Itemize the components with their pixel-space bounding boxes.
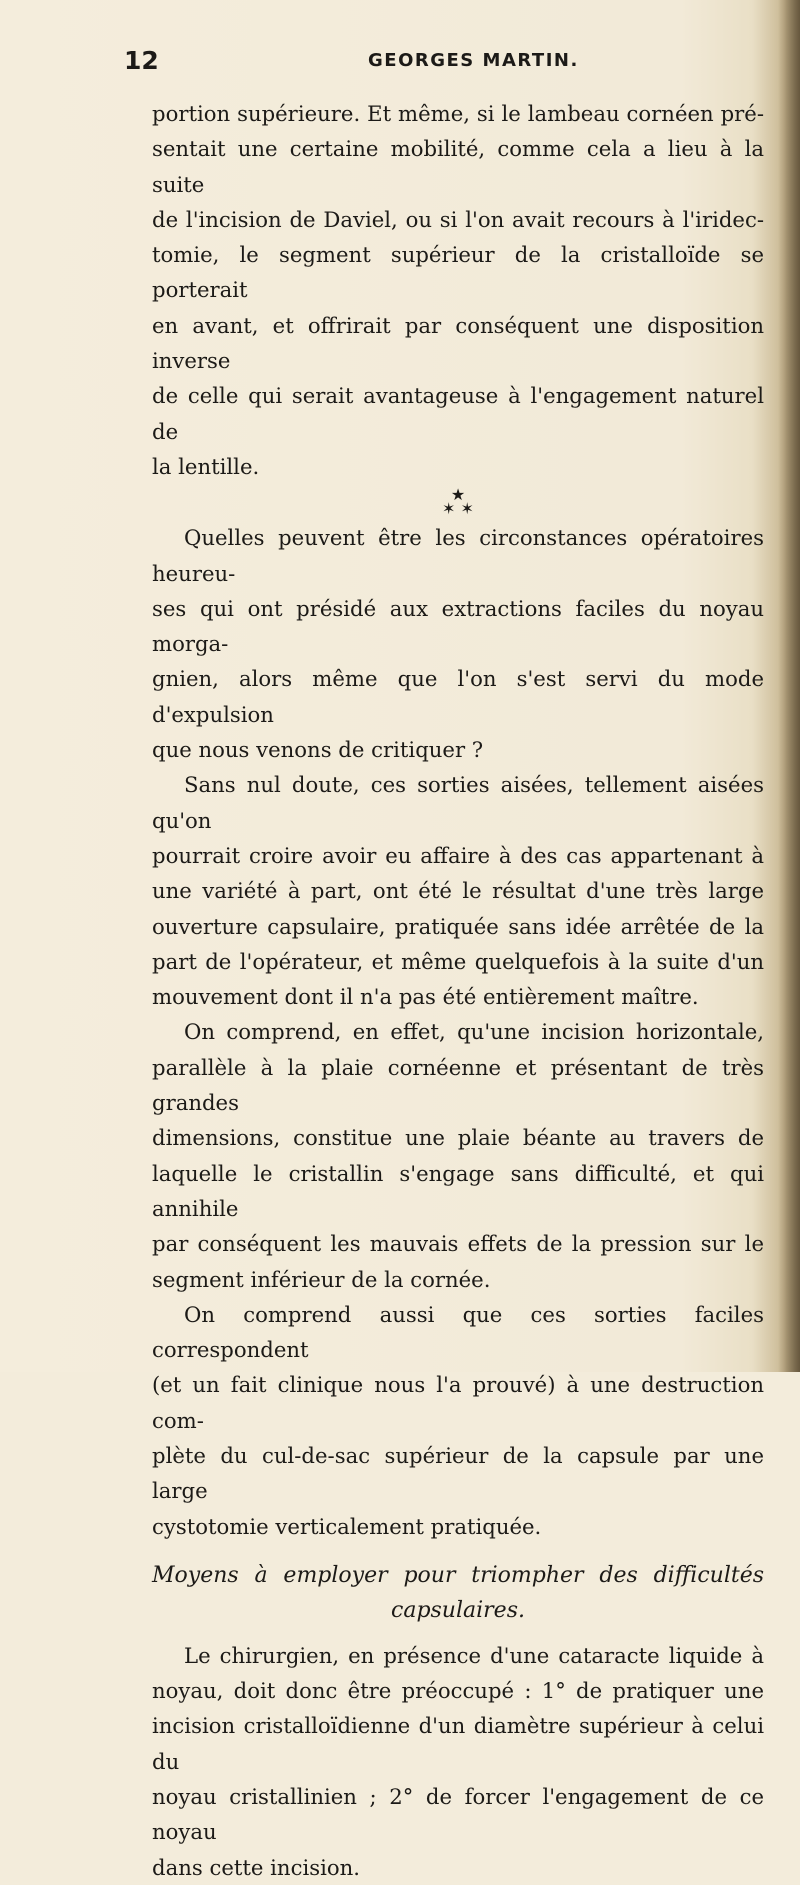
text-line: sentait une certaine mobilité, comme cela a lieu à la suite [152, 136, 764, 197]
paragraph-3 [152, 767, 764, 1014]
text-line: de l'incision de Daviel, ou si l'on avait recours à l'iridec- [152, 206, 764, 232]
text-line: dimensions, constitue une plaie béante au travers de [152, 1125, 764, 1151]
text-line: On comprend aussi que ces sorties faciles correspondent [152, 1301, 764, 1363]
paragraph-2 [152, 520, 764, 767]
text-line: noyau cristallinien ; 2° de forcer l'engagement de ce noyau [152, 1784, 764, 1845]
text-line: de celle qui serait avantageuse à l'engagement naturel de [152, 383, 764, 444]
text-line: gnien, alors même que l'on s'est servi du mode d'expulsion [152, 666, 764, 727]
paragraph-1 [152, 96, 764, 484]
text-line: cystotomie verticalement pratiquée. [152, 1513, 542, 1539]
text-line: tomie, le segment supérieur de la cristalloïde se porterait [152, 242, 764, 303]
text-line: ouverture capsulaire, pratiquée sans idée arrêtée de la [152, 913, 764, 939]
text-line: en avant, et offrirait par conséquent une disposition inverse [152, 312, 764, 374]
text-line: la lentille. [152, 453, 260, 479]
asterism-stars-bottom: ✶ ✶ [442, 499, 474, 519]
text-line: incision cristalloïdienne d'un diamètre supérieur à celui du [152, 1713, 764, 1774]
text-line: dans cette incision. [152, 1854, 361, 1880]
text-line: plète du cul-de-sac supérieur de la capsule par une large [152, 1442, 764, 1504]
page-header [124, 46, 754, 86]
section-heading [152, 1558, 764, 1628]
text-line: On comprend, en effet, qu'une incision horizontale, [184, 1019, 764, 1045]
text-line: portion supérieure. Et même, si le lambeau cornéen pré- [152, 101, 764, 126]
running-head: GEORGES MARTIN. [368, 50, 579, 71]
text-line: que nous venons de critiquer ? [152, 737, 484, 763]
text-line: une variété à part, ont été le résultat d'une très large [152, 878, 764, 904]
section-heading-line-1: Moyens à employer pour triompher des difficultés [152, 1562, 764, 1588]
text-line: laquelle le cristallin s'engage sans difficulté, et qui annihile [152, 1160, 764, 1221]
text-line: par conséquent les mauvais effets de la pression sur le [152, 1231, 764, 1257]
text-line: segment inférieur de la cornée. [152, 1266, 491, 1292]
asterism-star-top: ★ [450, 485, 466, 505]
body-text [152, 96, 764, 1885]
paragraph-5 [152, 1297, 764, 1544]
asterism-divider [152, 484, 764, 520]
text-line: Sans nul doute, ces sorties aisées, tellement aisées qu'on [152, 772, 764, 833]
text-line: noyau, doit donc être préoccupé : 1° de pratiquer une [152, 1678, 764, 1704]
page-edge-shadow [778, 0, 800, 1372]
text-line: mouvement dont il n'a pas été entièrement maître. [152, 984, 699, 1010]
text-line: parallèle à la plaie cornéenne et présentant de très grandes [152, 1054, 764, 1116]
text-line: (et un fait clinique nous l'a prouvé) à une destruction com- [152, 1372, 764, 1433]
text-line: Quelles peuvent être les circonstances opératoires heureu- [152, 525, 764, 586]
section-heading-line-2: capsulaires. [391, 1597, 525, 1623]
page-number: 12 [124, 46, 159, 75]
text-line: part de l'opérateur, et même quelquefois à la suite d'un [152, 948, 764, 974]
text-line: ses qui ont présidé aux extractions faciles du noyau morga- [152, 595, 764, 657]
paragraph-4 [152, 1014, 764, 1296]
text-line: pourrait croire avoir eu affaire à des cas appartenant à [152, 842, 764, 868]
text-line: Le chirurgien, en présence d'une cataracte liquide à [184, 1642, 764, 1668]
paragraph-6 [152, 1638, 764, 1885]
